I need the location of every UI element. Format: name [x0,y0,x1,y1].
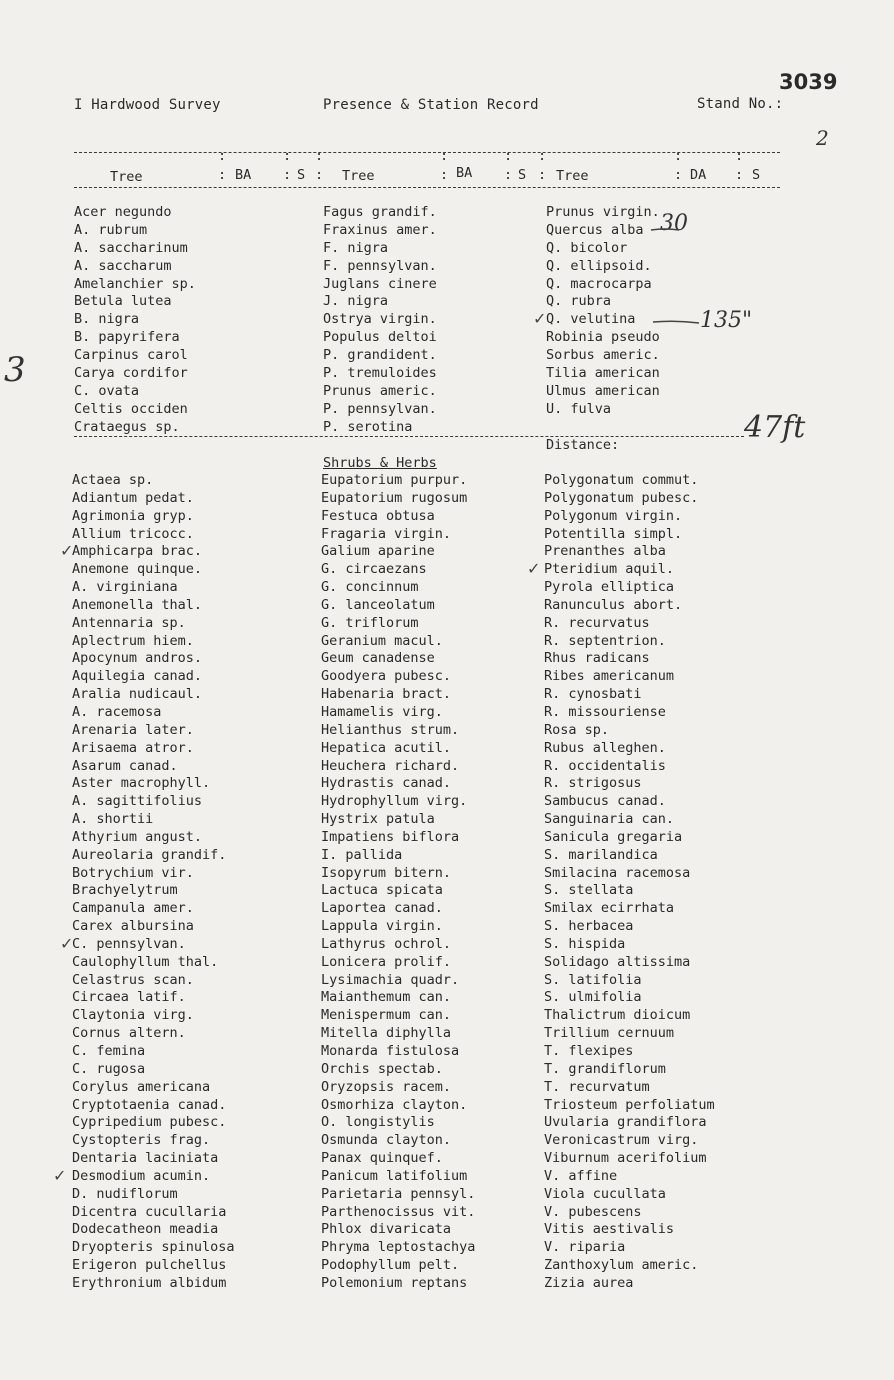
herb-species: G. circaezans [321,561,427,578]
herb-species: Hydrophyllum virg. [321,793,468,810]
herb-species: Isopyrum bitern. [321,864,452,881]
herb-species: Aralia nudicaul. [72,686,203,703]
tree-species: Quercus alba [546,221,644,238]
herb-species: R. strigosus [544,775,642,792]
herb-species: Veronicastrum virg. [544,1132,699,1149]
col-head-tree-1: Tree [110,169,143,185]
herb-species: A. virginiana [72,579,178,596]
herb-species: Maianthemum can. [321,989,452,1006]
tree-list-1 [74,204,196,437]
col-head-sep-1: : [218,167,227,183]
tree-species: Carpinus carol [74,347,188,364]
herb-species: Rosa sp. [544,721,610,738]
col-tick: : [504,148,513,164]
herb-species: V. pubescens [544,1203,642,1220]
tree-species: P. pennsylvan. [323,400,437,417]
herb-species: Sambucus canad. [544,793,666,810]
herb-species: Phlox divaricata [321,1221,452,1238]
herb-species: Dentaria laciniata [72,1150,219,1167]
col-head-sep-4: : [440,167,449,183]
check-mark-icon: ✓ [53,1166,67,1185]
tree-species: Robinia pseudo [546,329,660,346]
tree-bottom-rule [74,436,744,437]
tree-species: J. nigra [323,293,389,310]
herb-species: Orchis spectab. [321,1060,443,1077]
herb-species: D. nudiflorum [72,1185,178,1202]
herb-species: Laportea canad. [321,900,443,917]
herb-species: Rubus alleghen. [544,739,666,756]
herb-species: Lactuca spicata [321,882,443,899]
tree-species: B. nigra [74,311,140,328]
herb-species: Arisaema atror. [72,739,194,756]
herb-species: Uvularia grandiflora [544,1114,707,1131]
herb-species: Polemonium reptans [321,1274,468,1291]
col-head-sep-3: : [315,167,324,183]
col-tick: : [283,148,292,164]
herb-species: Cystopteris frag. [72,1132,211,1149]
herb-species: Celastrus scan. [72,971,194,988]
herb-species: Parthenocissus vit. [321,1203,476,1220]
herb-species: Claytonia virg. [72,1007,194,1024]
herb-species: Osmunda clayton. [321,1132,452,1149]
herb-species: Erythronium albidum [72,1274,227,1291]
velutina-note: 135" [700,308,753,333]
herb-species: Antennaria sp. [72,614,186,631]
herb-species: Erigeron pulchellus [72,1257,227,1274]
herb-species: Adiantum pedat. [72,489,194,506]
herb-list-1 [72,472,235,1293]
col-head-s-2: S [518,167,527,183]
herb-species: Eupatorium purpur. [321,472,468,488]
tree-species: Prunus americ. [323,382,437,399]
form-title: I Hardwood Survey [74,97,221,113]
tree-species: Fagus grandif. [323,204,437,220]
herb-species: Polygonatum pubesc. [544,489,699,506]
tree-species: Acer negundo [74,204,172,220]
herb-species: Impatiens biflora [321,828,460,845]
tree-species: Sorbus americ. [546,347,660,364]
herb-species: S. stellata [544,882,634,899]
handwritten-dash [652,318,700,326]
tree-species: Ostrya virgin. [323,311,437,328]
herb-species: Hamamelis virg. [321,703,443,720]
herb-species: G. concinnum [321,579,419,596]
quercus-alba-note: 30 [660,211,688,236]
herb-species: Parietaria pennsyl. [321,1185,476,1202]
tree-species: Q. macrocarpa [546,275,652,292]
herb-species: Aster macrophyll. [72,775,211,792]
col-head-tree-3: Tree [556,168,589,184]
tree-species: Celtis occiden [74,400,188,417]
herb-species: A. racemosa [72,703,162,720]
herb-species: Arenaria later. [72,721,194,738]
herb-species: Phryma leptostachya [321,1239,476,1256]
herb-species: Pyrola elliptica [544,579,675,596]
herb-list-2 [321,472,475,1293]
tree-species: Amelanchier sp. [74,275,196,292]
herb-species: Dicentra cucullaria [72,1203,227,1220]
herb-species: C. rugosa [72,1060,146,1077]
herb-species: Pteridium aquil. [544,561,675,578]
herb-species: Trillium cernuum [544,1025,675,1042]
herb-species: Carex albursina [72,918,194,935]
herb-species: Viola cucullata [544,1185,666,1202]
col-head-sep-7: : [674,167,683,183]
herb-species: Monarda fistulosa [321,1043,460,1059]
tree-species: F. nigra [323,239,389,256]
tree-species: A. saccharinum [74,239,188,256]
herb-species: R. occidentalis [544,757,666,774]
tree-species: Fraxinus amer. [323,221,437,238]
herb-species: Thalictrum dioicum [544,1007,691,1024]
herb-species: Aureolaria grandif. [72,846,227,863]
col-head-s-1: S [297,167,306,183]
herb-species: Amphicarpa brac. [72,543,203,560]
herb-species: S. hispida [544,935,626,952]
tree-list-3 [546,204,660,419]
stand-label: Stand No.: [697,96,784,112]
herb-species: I. pallida [321,846,403,863]
tree-species: Q. ellipsoid. [546,257,652,274]
tree-species: B. papyrifera [74,329,180,346]
tree-species: U. fulva [546,400,612,417]
herb-species: Goodyera pubesc. [321,668,452,685]
herb-species: Zanthoxylum americ. [544,1257,699,1274]
check-mark-icon: ✓ [533,309,547,328]
col-tick: : [674,148,683,164]
herb-species: Galium aparine [321,543,435,560]
herb-species: Sanicula gregaria [544,828,683,845]
tree-species: Populus deltoi [323,329,437,346]
herb-species: Mitella diphylla [321,1025,452,1042]
col-head-tree-2: Tree [342,168,375,184]
herb-species: Vitis aestivalis [544,1221,675,1238]
herb-species: Ribes americanum [544,668,675,685]
herb-species: Solidago altissima [544,953,691,970]
tree-species: Q. bicolor [546,239,628,256]
herb-species: Ranunculus abort. [544,596,683,613]
tree-species: P. tremuloides [323,365,437,382]
herb-species: Agrimonia gryp. [72,507,194,524]
herb-species: Geum canadense [321,650,435,667]
col-tick: : [440,148,449,164]
herb-species: S. ulmifolia [544,989,642,1006]
herb-species: Allium tricocc. [72,525,194,542]
herb-species: Triosteum perfoliatum [544,1096,715,1113]
herb-species: Polygonum virgin. [544,507,683,524]
herb-species: R. septentrion. [544,632,666,649]
herb-species: T. recurvatum [544,1078,650,1095]
herb-species: Lathyrus ochrol. [321,935,452,952]
herb-species: A. sagittifolius [72,793,203,810]
check-mark-icon: ✓ [527,559,541,578]
tree-list-2 [323,204,437,437]
herb-species: Hydrastis canad. [321,775,452,792]
tree-species: Betula lutea [74,293,172,310]
tree-species: Prunus virgin. [546,204,660,220]
herb-species: Smilacina racemosa [544,864,691,881]
distance-note: 47ft [744,410,806,445]
herb-species: Corylus americana [72,1078,211,1095]
record-title: Presence & Station Record [323,97,539,113]
col-tick: : [538,148,547,164]
herb-species: V. affine [544,1167,618,1184]
herb-species: Cypripedium pubesc. [72,1114,227,1131]
col-head-ba-1: BA [235,167,252,183]
herb-species: Menispermum can. [321,1007,452,1024]
herb-species: Rhus radicans [544,650,650,667]
margin-mark: 3 [4,350,26,390]
herb-species: S. marilandica [544,846,658,863]
tree-species: P. grandident. [323,347,437,364]
herb-species: Geranium macul. [321,632,443,649]
tree-species: Q. rubra [546,293,612,310]
herb-species: Potentilla simpl. [544,525,683,542]
herb-species: Fragaria virgin. [321,525,452,542]
herb-species: Oryzopsis racem. [321,1078,452,1095]
herbs-heading: Shrubs & Herbs [323,455,437,471]
corner-mark: 2 [816,126,829,150]
herb-species: Panax quinquef. [321,1150,443,1167]
herb-species: Anemonella thal. [72,596,203,613]
herb-species: Viburnum acerifolium [544,1150,707,1167]
herb-species: Aplectrum hiem. [72,632,194,649]
herb-species: Actaea sp. [72,472,154,488]
herb-species: Cornus altern. [72,1025,186,1042]
col-head-sep-2: : [283,167,292,183]
herb-species: G. lanceolatum [321,596,435,613]
herb-species: Habenaria bract. [321,686,452,703]
col-head-ba-2: BA [456,165,473,181]
herb-species: Polygonatum commut. [544,472,699,488]
herb-species: Apocynum andros. [72,650,203,667]
check-mark-icon: ✓ [60,541,74,560]
tree-species: Q. velutina [546,311,636,328]
tree-species: Carya cordifor [74,365,188,382]
herb-species: T. grandiflorum [544,1060,666,1077]
herb-species: Lappula virgin. [321,918,443,935]
col-tick: : [735,148,744,164]
herb-species: Cryptotaenia canad. [72,1096,227,1113]
herb-species: Heuchera richard. [321,757,460,774]
herb-species: S. latifolia [544,971,642,988]
herb-species: Campanula amer. [72,900,194,917]
herb-species: Anemone quinque. [72,561,203,578]
herb-species: Lysimachia quadr. [321,971,460,988]
tree-species: Tilia american [546,365,660,382]
herb-species: S. herbacea [544,918,634,935]
herb-species: Dryopteris spinulosa [72,1239,235,1256]
herb-species: Sanguinaria can. [544,811,675,828]
herb-species: Brachyelytrum [72,882,178,899]
herb-species: R. missouriense [544,703,666,720]
tree-species: F. pennsylvan. [323,257,437,274]
herb-species: Eupatorium rugosum [321,489,468,506]
herb-species: Desmodium acumin. [72,1167,211,1184]
herb-species: Hystrix patula [321,811,435,828]
distance-label: Distance: [546,437,620,453]
herb-species: Smilax ecirrhata [544,900,675,917]
check-mark-icon: ✓ [60,934,74,953]
handwritten-dash [650,226,680,234]
herb-species: T. flexipes [544,1043,634,1059]
herb-species: Panicum latifolium [321,1167,468,1184]
tree-species: A. rubrum [74,221,148,238]
herb-species: Botrychium vir. [72,864,194,881]
herb-species: Dodecatheon meadia [72,1221,219,1238]
herb-species: Athyrium angust. [72,828,203,845]
tree-species: Juglans cinere [323,275,437,292]
herb-species: V. riparia [544,1239,626,1256]
col-head-sep-5: : [504,167,513,183]
herb-species: O. longistylis [321,1114,435,1131]
herb-species: Circaea latif. [72,989,186,1006]
stand-number: 3039 [779,70,838,94]
col-head-sep-8: : [735,167,744,183]
herb-species: Festuca obtusa [321,507,435,524]
herb-species: Helianthus strum. [321,721,460,738]
tree-species: A. saccharum [74,257,172,274]
tree-species: C. ovata [74,382,140,399]
header-bottom-rule [74,187,780,188]
herb-species: Zizia aurea [544,1274,634,1291]
herb-species: R. cynosbati [544,686,642,703]
herb-species: Aquilegia canad. [72,668,203,685]
herb-species: Podophyllum pelt. [321,1257,460,1274]
col-tick: : [315,148,324,164]
tree-species: Crataegus sp. [74,418,180,435]
herb-species: Prenanthes alba [544,543,666,560]
col-head-s-3: S [752,167,761,183]
col-head-ba-3: DA [690,167,707,183]
col-head-sep-6: : [538,167,547,183]
herb-species: R. recurvatus [544,614,650,631]
herb-species: Asarum canad. [72,757,178,774]
herb-species: Lonicera prolif. [321,953,452,970]
herb-species: C. femina [72,1043,146,1059]
herb-list-3 [544,472,715,1293]
tree-species: P. serotina [323,418,413,435]
col-tick: : [218,148,227,164]
herb-species: C. pennsylvan. [72,935,186,952]
herb-species: Osmorhiza clayton. [321,1096,468,1113]
herb-species: Hepatica acutil. [321,739,452,756]
herb-species: G. triflorum [321,614,419,631]
herb-species: Caulophyllum thal. [72,953,219,970]
tree-species: Ulmus american [546,382,660,399]
herb-species: A. shortii [72,811,154,828]
